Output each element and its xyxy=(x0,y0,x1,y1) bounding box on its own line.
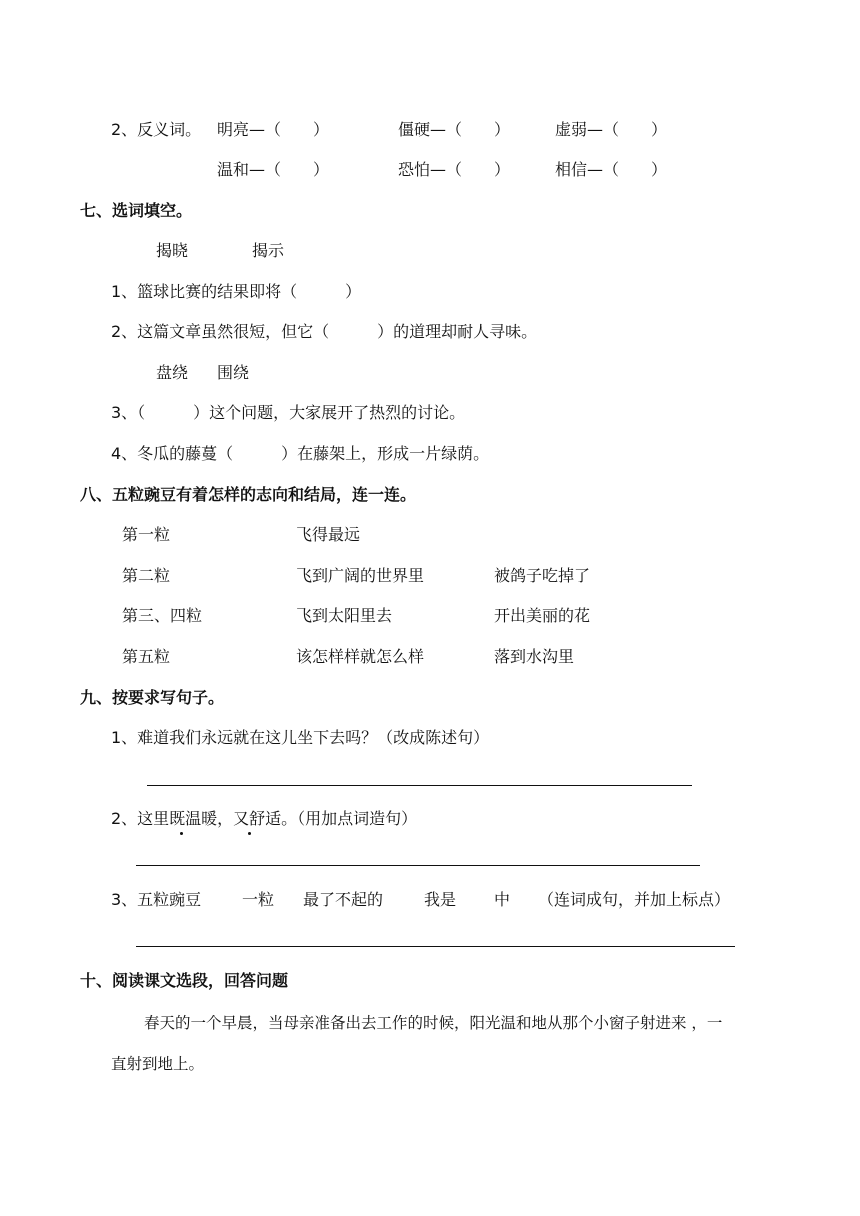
reorder-word: 最了不起的 xyxy=(303,890,384,909)
word-choice: 盘绕 xyxy=(156,363,189,382)
match-left-item: 第二粒 xyxy=(122,566,171,585)
antonym-item: 恐怕—（ ） xyxy=(398,160,511,179)
match-right-item: 落到水沟里 xyxy=(494,647,575,666)
match-middle-item: 该怎样样就怎么样 xyxy=(296,647,425,666)
answer-line[interactable] xyxy=(147,785,692,786)
passage-line: 春天的一个早晨，当母亲准备出去工作的时候，阳光温和地从那个小窗子射进来 ，一 xyxy=(144,1014,723,1032)
fill-question: 4、冬瓜的藤蔓（ ）在藤架上，形成一片绿荫。 xyxy=(111,444,490,463)
match-middle-item: 飞到太阳里去 xyxy=(296,606,393,625)
section-7-title: 七、选词填空。 xyxy=(80,201,193,220)
word-choice: 揭晓 xyxy=(156,241,189,260)
emphasis-dot xyxy=(180,832,183,835)
emphasis-dot xyxy=(248,832,251,835)
antonym-item: 虚弱—（ ） xyxy=(555,120,668,139)
fill-question: 3、（ ）这个问题，大家展开了热烈的讨论。 xyxy=(111,403,466,422)
rewrite-question: 2、这里既温暖，又舒适。（用加点词造句） xyxy=(111,809,418,828)
antonym-label: 2、反义词。 xyxy=(111,120,202,139)
antonym-item: 温和—（ ） xyxy=(217,160,330,179)
section-8-title: 八、五粒豌豆有着怎样的志向和结局，连一连。 xyxy=(80,485,417,504)
answer-line[interactable] xyxy=(136,865,700,866)
fill-question: 1、篮球比赛的结果即将（ ） xyxy=(111,282,362,301)
match-middle-item: 飞到广阔的世界里 xyxy=(296,566,425,585)
antonym-item: 僵硬—（ ） xyxy=(398,120,511,139)
match-left-item: 第一粒 xyxy=(122,525,171,544)
reorder-word: 一粒 xyxy=(242,890,275,909)
match-right-item: 开出美丽的花 xyxy=(494,606,591,625)
reorder-note: （连词成句，并加上标点） xyxy=(538,890,731,909)
match-left-item: 第五粒 xyxy=(122,647,171,666)
reorder-word: 我是 xyxy=(424,890,457,909)
section-10-title: 十、阅读课文选段，回答问题 xyxy=(80,971,289,990)
word-choice: 揭示 xyxy=(252,241,285,260)
reorder-word: 中 xyxy=(494,890,511,909)
antonym-item: 相信—（ ） xyxy=(555,160,668,179)
rewrite-question: 1、难道我们永远就在这儿坐下去吗？（改成陈述句） xyxy=(111,728,490,747)
antonym-item: 明亮—（ ） xyxy=(217,120,330,139)
answer-line[interactable] xyxy=(136,946,735,947)
reorder-question-label: 3、五粒豌豆 xyxy=(111,890,202,909)
match-middle-item: 飞得最远 xyxy=(296,525,361,544)
match-left-item: 第三、四粒 xyxy=(122,606,203,625)
word-choice: 围绕 xyxy=(217,363,250,382)
match-right-item: 被鸽子吃掉了 xyxy=(494,566,591,585)
fill-question: 2、这篇文章虽然很短，但它（ ）的道理却耐人寻味。 xyxy=(111,322,538,341)
section-9-title: 九、按要求写句子。 xyxy=(80,688,225,707)
passage-line: 直射到地上。 xyxy=(111,1055,205,1073)
